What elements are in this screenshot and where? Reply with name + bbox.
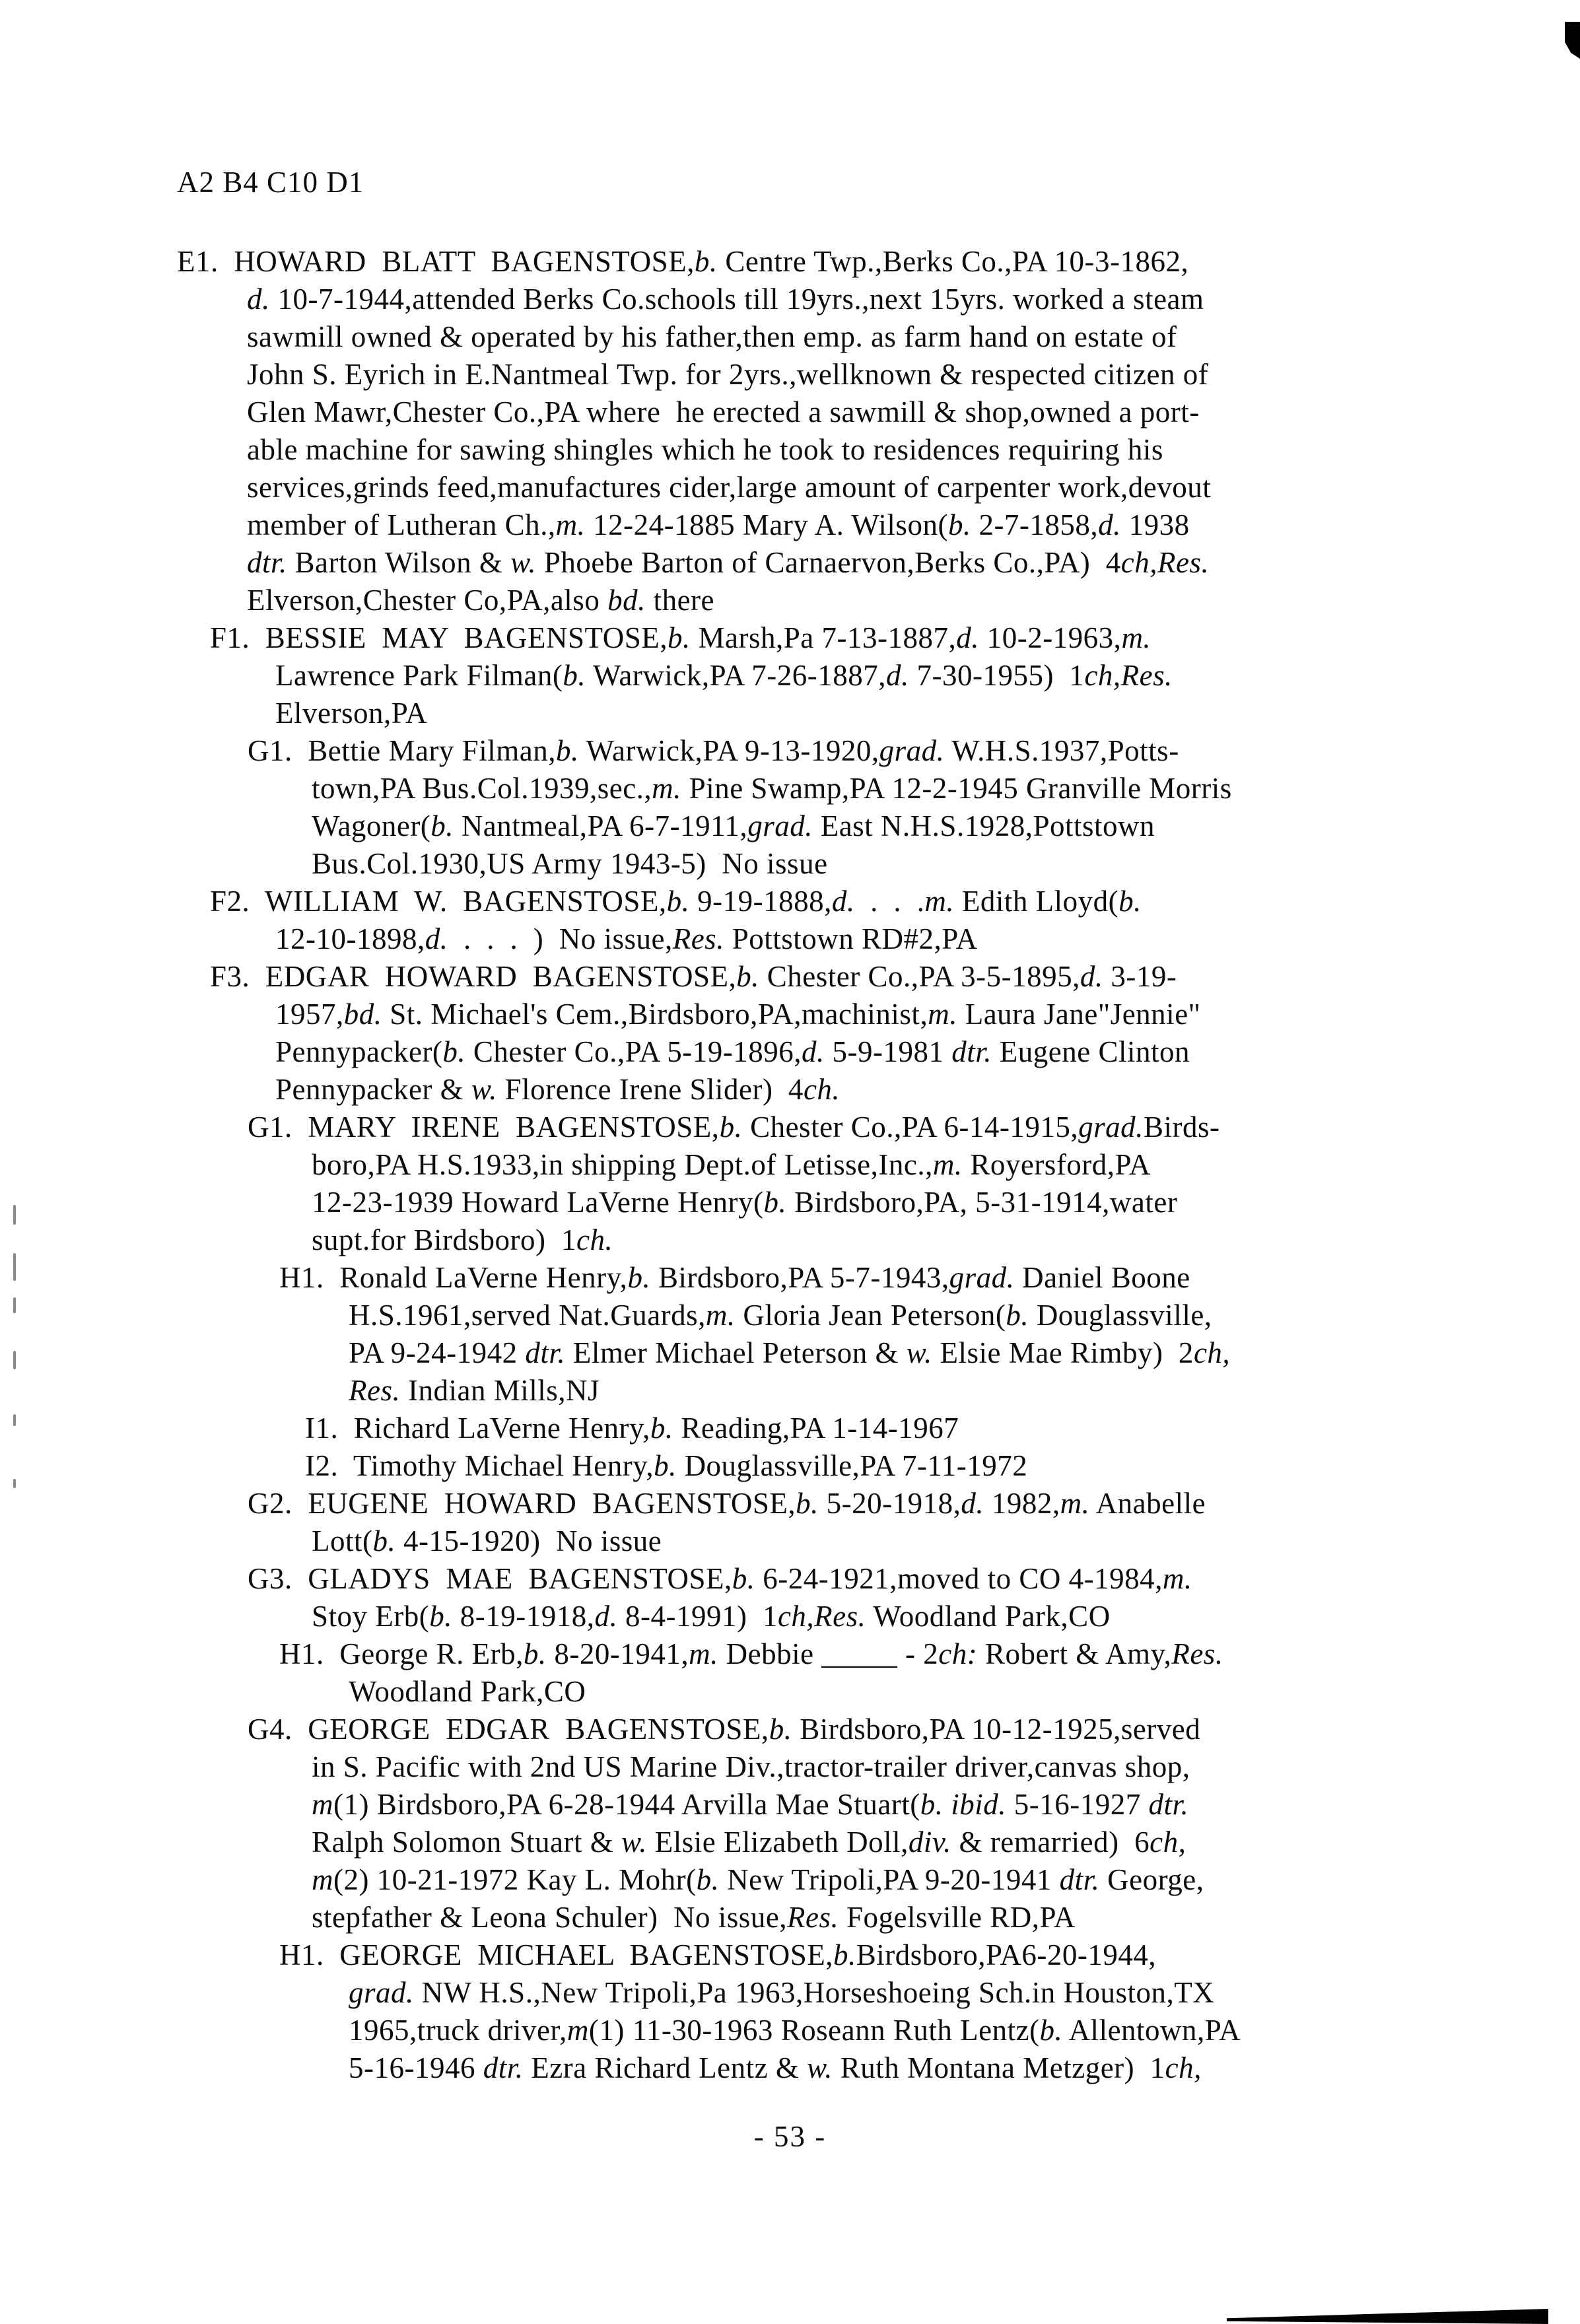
text-line: town,PA Bus.Col.1939,sec.,m. Pine Swamp,PA 12-2-1945 Granville Morris xyxy=(312,772,1232,805)
text-line: G2. EUGENE HOWARD BAGENSTOSE,b. 5-20-1918,d. 1982,m. Anabelle xyxy=(248,1487,1206,1520)
text-line: Lott(b. 4-15-1920) No issue xyxy=(312,1524,662,1557)
scan-speck xyxy=(13,1205,16,1225)
scan-speck xyxy=(13,1253,16,1281)
text-line: able machine for sawing shingles which he took to residences requiring his xyxy=(247,433,1163,466)
text-line: PA 9-24-1942 dtr. Elmer Michael Peterson & w. Elsie Mae Rimby) 2ch, xyxy=(349,1336,1231,1369)
text-line: Ralph Solomon Stuart & w. Elsie Elizabeth Doll,div. & remarried) 6ch, xyxy=(312,1826,1186,1859)
text-line: m(1) Birdsboro,PA 6-28-1944 Arvilla Mae Stuart(b. ibid. 5-16-1927 dtr. xyxy=(312,1788,1189,1821)
text-line: Elverson,Chester Co,PA,also bd. there xyxy=(247,584,715,617)
text-line: in S. Pacific with 2nd US Marine Div.,tractor-trailer driver,canvas shop, xyxy=(312,1750,1190,1783)
text-line: H1. George R. Erb,b. 8-20-1941,m. Debbie _____ - 2ch: Robert & Amy,Res. xyxy=(279,1637,1223,1670)
text-line: member of Lutheran Ch.,m. 12-24-1885 Mary A. Wilson(b. 2-7-1858,d. 1938 xyxy=(247,508,1190,541)
page-number: - 53 - xyxy=(753,2120,827,2153)
text-line: Pennypacker & w. Florence Irene Slider) 4ch. xyxy=(275,1073,841,1106)
text-line: grad. NW H.S.,New Tripoli,Pa 1963,Horseshoeing Sch.in Houston,TX xyxy=(349,1976,1215,2009)
text-line: Pennypacker(b. Chester Co.,PA 5-19-1896,d. 5-9-1981 dtr. Eugene Clinton xyxy=(275,1035,1190,1068)
scan-ink-artifact-top-right xyxy=(1565,22,1580,59)
scan-speck xyxy=(13,1479,16,1488)
text-line: G1. MARY IRENE BAGENSTOSE,b. Chester Co.,PA 6-14-1915,grad.Birds- xyxy=(248,1111,1220,1144)
text-line: I2. Timothy Michael Henry,b. Douglassville,PA 7-11-1972 xyxy=(305,1449,1028,1482)
text-line: Elverson,PA xyxy=(275,697,428,730)
text-line: services,grinds feed,manufactures cider,large amount of carpenter work,devout xyxy=(247,471,1212,504)
text-line: Res. Indian Mills,NJ xyxy=(349,1374,600,1407)
scan-ink-artifact-bottom-right xyxy=(1227,2309,1548,2324)
text-line: H1. Ronald LaVerne Henry,b. Birdsboro,PA 5-7-1943,grad. Daniel Boone xyxy=(279,1261,1190,1294)
text-line: John S. Eyrich in E.Nantmeal Twp. for 2yrs.,wellknown & respected citizen of xyxy=(247,358,1209,391)
text-line: 1965,truck driver,m(1) 11-30-1963 Roseann Ruth Lentz(b. Allentown,PA xyxy=(349,2014,1241,2047)
text-line: dtr. Barton Wilson & w. Phoebe Barton of Carnaervon,Berks Co.,PA) 4ch,Res. xyxy=(247,546,1210,579)
genealogy-text xyxy=(0,243,1580,2087)
text-line: Bus.Col.1930,US Army 1943-5) No issue xyxy=(312,847,828,880)
text-line: Glen Mawr,Chester Co.,PA where he erected a sawmill & shop,owned a port- xyxy=(247,395,1200,428)
text-line: sawmill owned & operated by his father,then emp. as farm hand on estate of xyxy=(247,320,1177,353)
text-line: I1. Richard LaVerne Henry,b. Reading,PA 1-14-1967 xyxy=(305,1412,959,1445)
text-line: Wagoner(b. Nantmeal,PA 6-7-1911,grad. East N.H.S.1928,Pottstown xyxy=(312,809,1155,842)
text-line: F3. EDGAR HOWARD BAGENSTOSE,b. Chester Co.,PA 3-5-1895,d. 3-19- xyxy=(210,960,1177,993)
generation-code-header: A2 B4 C10 D1 xyxy=(177,166,364,199)
text-line: Stoy Erb(b. 8-19-1918,d. 8-4-1991) 1ch,Res. Woodland Park,CO xyxy=(312,1600,1111,1633)
text-line: stepfather & Leona Schuler) No issue,Res. Fogelsville RD,PA xyxy=(312,1901,1076,1934)
text-line: H1. GEORGE MICHAEL BAGENSTOSE,b.Birdsboro,PA6-20-1944, xyxy=(279,1938,1157,1971)
text-line: 1957,bd. St. Michael's Cem.,Birdsboro,PA,machinist,m. Laura Jane"Jennie" xyxy=(275,998,1201,1031)
text-line: F2. WILLIAM W. BAGENSTOSE,b. 9-19-1888,d. . . .m. Edith Lloyd(b. xyxy=(210,885,1142,918)
text-line: G1. Bettie Mary Filman,b. Warwick,PA 9-13-1920,grad. W.H.S.1937,Potts- xyxy=(248,734,1179,767)
text-line: boro,PA H.S.1933,in shipping Dept.of Letisse,Inc.,m. Royersford,PA xyxy=(312,1148,1151,1181)
scan-speck xyxy=(13,1414,16,1426)
text-line: Lawrence Park Filman(b. Warwick,PA 7-26-1887,d. 7-30-1955) 1ch,Res. xyxy=(275,659,1173,692)
text-line: d. 10-7-1944,attended Berks Co.schools till 19yrs.,next 15yrs. worked a steam xyxy=(247,283,1204,316)
scan-speck xyxy=(13,1297,16,1313)
text-line: 5-16-1946 dtr. Ezra Richard Lentz & w. Ruth Montana Metzger) 1ch, xyxy=(349,2051,1202,2084)
text-line: E1. HOWARD BLATT BAGENSTOSE,b. Centre Twp.,Berks Co.,PA 10-3-1862, xyxy=(177,245,1189,278)
text-line: H.S.1961,served Nat.Guards,m. Gloria Jean Peterson(b. Douglassville, xyxy=(349,1299,1212,1332)
text-line: F1. BESSIE MAY BAGENSTOSE,b. Marsh,Pa 7-13-1887,d. 10-2-1963,m. xyxy=(210,621,1151,654)
text-line: G4. GEORGE EDGAR BAGENSTOSE,b. Birdsboro,PA 10-12-1925,served xyxy=(248,1713,1201,1746)
text-line: Woodland Park,CO xyxy=(349,1675,586,1708)
text-line: G3. GLADYS MAE BAGENSTOSE,b. 6-24-1921,moved to CO 4-1984,m. xyxy=(248,1562,1192,1595)
scan-speck xyxy=(13,1351,16,1369)
text-line: 12-10-1898,d. . . . ) No issue,Res. Pottstown RD#2,PA xyxy=(275,922,978,955)
text-line: 12-23-1939 Howard LaVerne Henry(b. Birdsboro,PA, 5-31-1914,water xyxy=(312,1186,1178,1219)
text-line: m(2) 10-21-1972 Kay L. Mohr(b. New Tripoli,PA 9-20-1941 dtr. George, xyxy=(312,1863,1204,1896)
text-line: supt.for Birdsboro) 1ch. xyxy=(312,1223,613,1256)
